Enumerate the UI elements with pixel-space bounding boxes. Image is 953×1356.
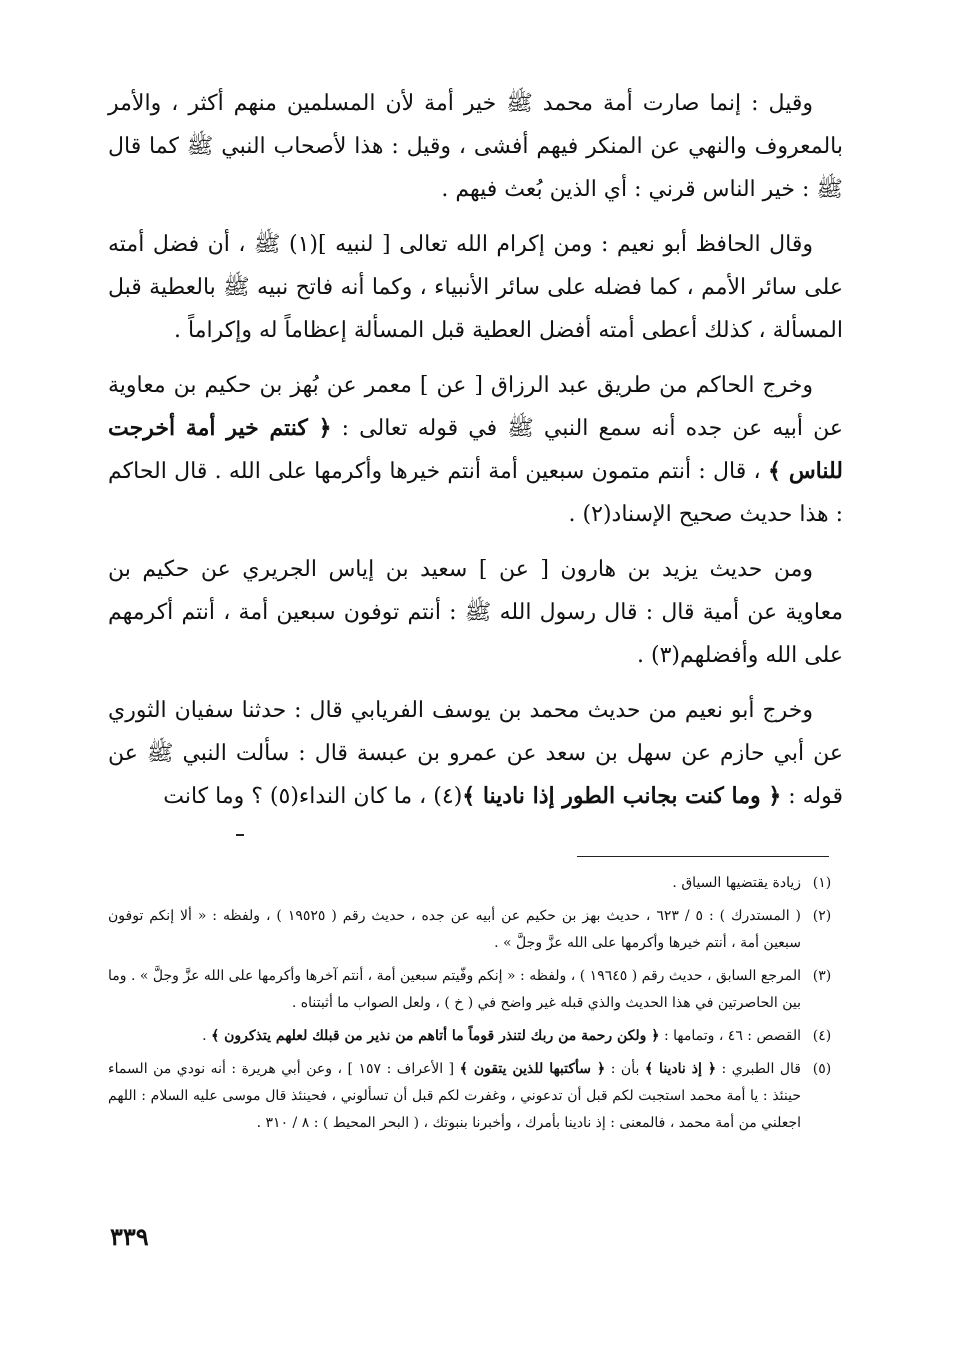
- footnote-number: (٢): [812, 908, 832, 924]
- footnote-text: [108, 1023, 801, 1050]
- paragraph-2: وقال الحافظ أبو نعيم : ومن إكرام الله تعالى [ لنبيه ](١) ﷺ ، أن فضل أمته على سائر الأمم ، كما فضله على سائر الأنبياء ، وكما أنه فاتح نبيه ﷺ بالعطية قبل المسألة ، كذلك أعطى أمته أفضل العطية قبل المسألة إعظاماً له وإكراماً .: [108, 232, 843, 343]
- paragraph-5-pre: وخرج أبو نعيم من حديث محمد بن يوسف الفريابي قال : حدثنا سفيان الثوري عن أبي حازم عن سهل بن سعد عن عمرو بن عبسة قال : سألت النبي ﷺ عن قوله :: [108, 698, 843, 809]
- footnote-text: المرجع السابق ، حديث رقم ( ١٩٦٤٥ ) ، ولفظه : « إنكم وفّيتم سبعين أمة ، أنتم آخرها وأكرمها على الله عزَّ وجلَّ » . وما بين الحاصرتين في هذا الحديث والذي قبله غير واضح في ( خ ) ، ولعل الصواب ما أثبتناه .: [108, 968, 801, 1011]
- quran-verse-1: ﴿ كنتم خير أمة أخرجت للناس ﴾: [108, 415, 844, 484]
- continuation-mark: [236, 834, 244, 836]
- footnote-4: [108, 1023, 843, 1050]
- paragraph-1: وقيل : إنما صارت أمة محمد ﷺ خير أمة لأن المسلمين منهم أكثر ، والأمر بالمعروف والنهي عن المنكر فيهم أفشى ، وقيل : هذا لأصحاب النبي ﷺ كما قال ﷺ : خير الناس قرني : أي الذين بُعث فيهم .: [108, 91, 843, 202]
- footnote-5-pre: قال الطبري :: [716, 1061, 801, 1077]
- paragraph-5: [108, 689, 843, 818]
- paragraph-5-post: (٤) ، ما كان النداء(٥) ؟ وما كانت: [163, 784, 463, 809]
- page-body: [108, 82, 843, 1143]
- footnote-text: [108, 1056, 801, 1137]
- footnote-number: (٤): [812, 1028, 832, 1044]
- footnote-text: ( المستدرك ) : ٥ / ٦٢٣ ، حديث بهز بن حكيم عن أبيه عن جده ، حديث رقم ( ١٩٥٢٥ ) ، ولفظه : « ألا إنكم توفون سبعين أمة ، أنتم خيرها وأكرمها على الله عزَّ وجلَّ » .: [108, 908, 801, 951]
- footnote-4-post: .: [202, 1028, 212, 1044]
- footnote-text: زيادة يقتضيها السياق .: [672, 875, 801, 891]
- footnote-number: (٥): [812, 1061, 832, 1077]
- footnote-1: [108, 870, 843, 897]
- footnote-separator: [577, 856, 829, 857]
- quran-verse-2: ﴿ وما كنت بجانب الطور إذا نادينا ﴾: [462, 783, 782, 809]
- footnote-number: (١): [812, 875, 832, 891]
- footnote-5-post: [ الأعراف : ١٥٧ ] ، وعن أبي هريرة : أنه نودي من السماء حينئذ : يا أمة محمد استجبت لكم قبل أن تدعوني ، وغفرت لكم قبل أن تسألوني ، فحينئذ قال موسى عليه السلام : اللهم اجعلني من أمة محمد ، فالمعنى : إذ نادينا بأمرك ، وأخبرنا بنبوتك ، ( البحر المحيط ) : ٨ / ٣١٠ .: [108, 1061, 801, 1131]
- paragraph-3-post: ، قال : أنتم متمون سبعين أمة أنتم خيرها وأكرمها على الله . قال الحاكم : هذا حديث صحيح الإسناد(٢) .: [108, 459, 843, 527]
- paragraph-3: [108, 364, 843, 536]
- footnote-separator-area: [108, 830, 843, 870]
- footnote-4-verse: ﴿ ولكن رحمة من ربك لتنذر قوماً ما أتاهم من نذير من قبلك لعلهم يتذكرون ﴾: [211, 1028, 660, 1044]
- footnote-4-pre: القصص : ٤٦ ، وتمامها :: [659, 1028, 801, 1044]
- footnote-5: [108, 1056, 843, 1137]
- footnote-2: [108, 903, 843, 957]
- page-number: ٣٣٩: [110, 1222, 149, 1251]
- footnote-5-mid: بأن :: [605, 1061, 645, 1077]
- paragraph-3-pre: وخرج الحاكم من طريق عبد الرزاق [ عن ] معمر عن بُهز بن حكيم بن معاوية عن أبيه عن جده أنه سمع النبي ﷺ في قوله تعالى :: [108, 373, 844, 441]
- footnote-3: [108, 963, 843, 1017]
- footnote-number: (٣): [812, 968, 832, 984]
- footnote-5-verse-2: ﴿ سأكتبها للذين يتقون ﴾: [459, 1061, 606, 1077]
- footnote-5-verse-1: ﴿ إذ نادينا ﴾: [644, 1061, 717, 1077]
- paragraph-4: ومن حديث يزيد بن هارون [ عن ] سعيد بن إياس الجريري عن حكيم بن معاوية عن أمية قال : قال رسول الله ﷺ : أنتم توفون سبعين أمة ، أنتم أكرمهم على الله وأفضلهم(٣) .: [108, 557, 843, 668]
